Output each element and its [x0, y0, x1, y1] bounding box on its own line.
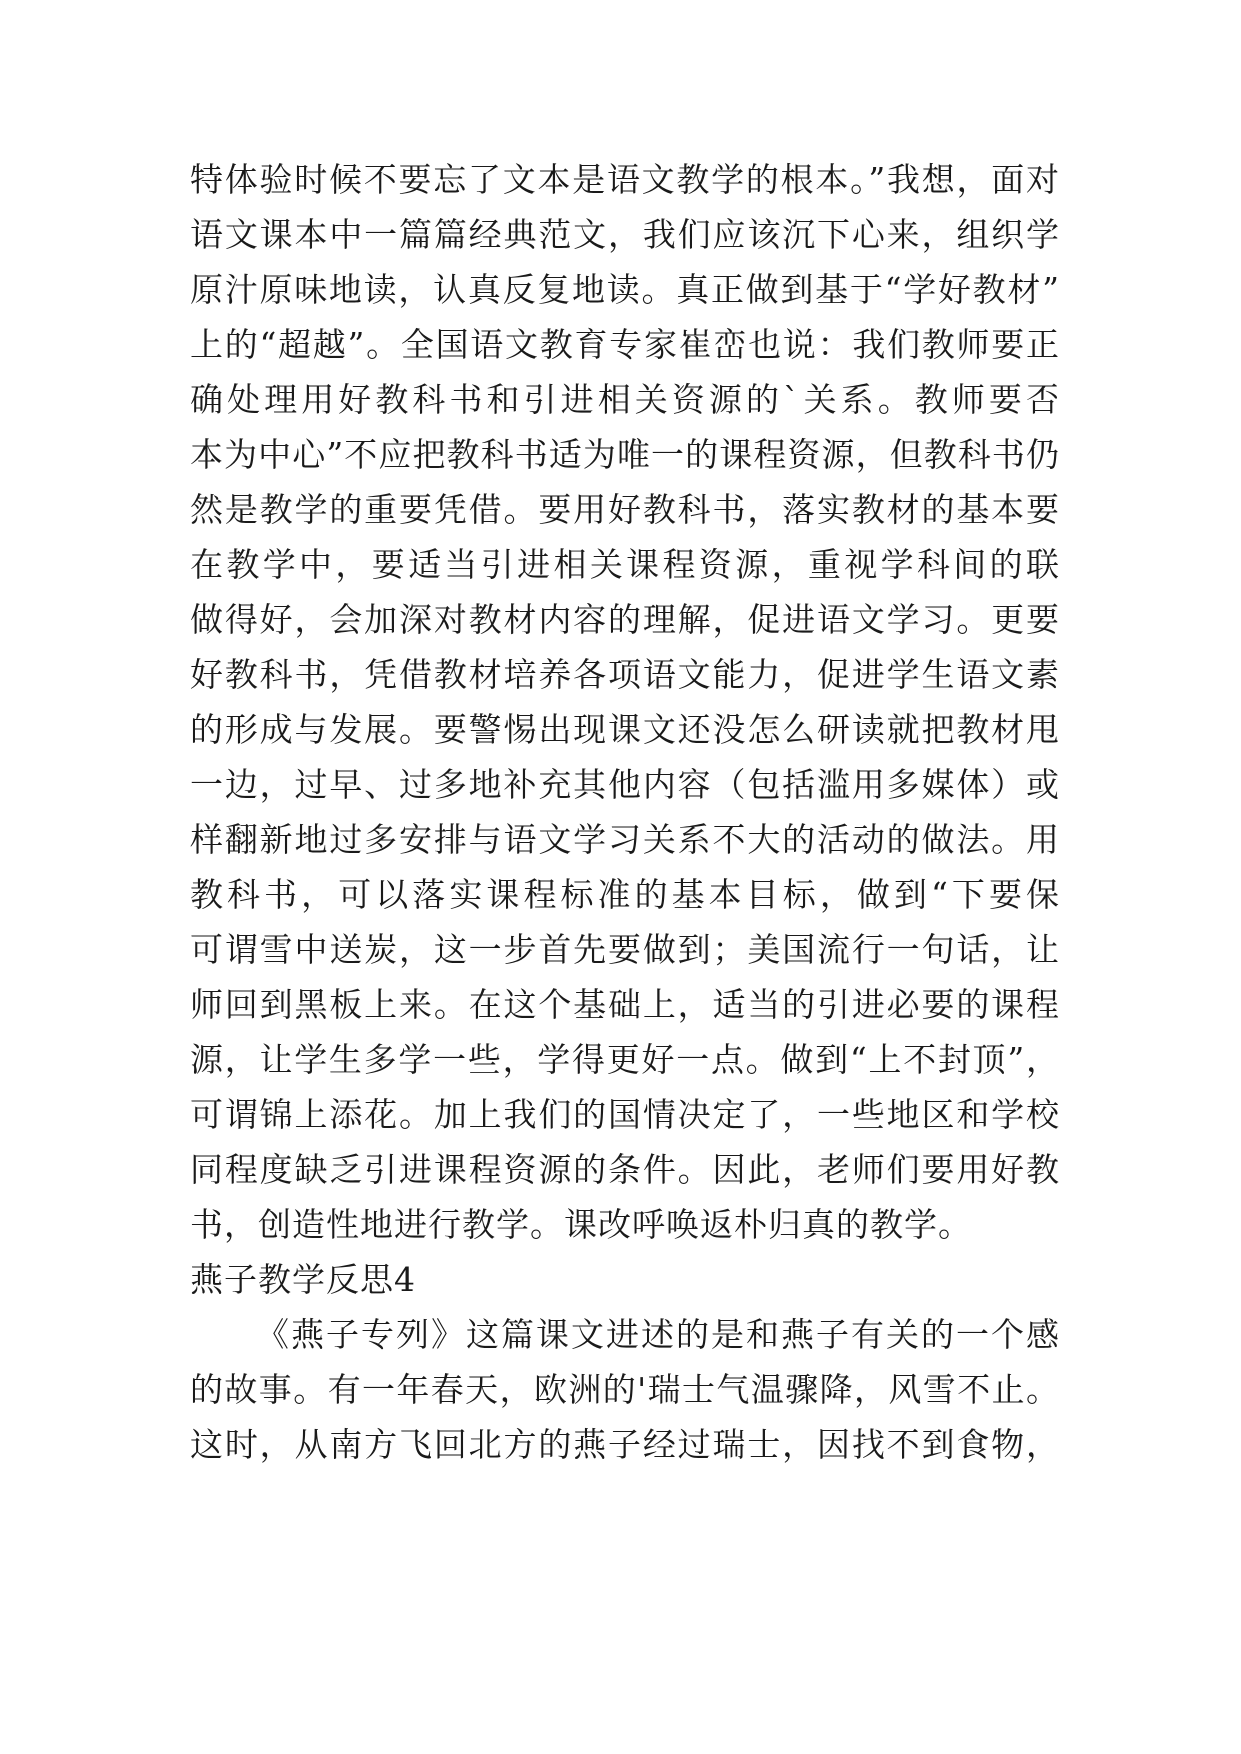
text-line: 样翻新地过多安排与语文学习关系不大的活动的做法。用: [190, 820, 1060, 859]
text-line: 的故事。有一年春天，欧洲的'瑞士气温骤降，风雪不止。: [190, 1370, 1060, 1409]
text-line: 同程度缺乏引进课程资源的条件。因此，老师们要用好教: [190, 1150, 1060, 1189]
text-line: 确处理用好教科书和引进相关资源的`关系。教师要否: [190, 380, 1060, 419]
text-line: 教科书，可以落实课程标准的基本目标，做到“下要保: [190, 875, 1060, 914]
text-line: 在教学中，要适当引进相关课程资源，重视学科间的联: [190, 545, 1060, 584]
text-line: 可谓雪中送炭，这一步首先要做到；美国流行一句话，让: [190, 930, 1060, 969]
text-line: 然是教学的重要凭借。要用好教科书，落实教材的基本要: [190, 490, 1060, 529]
section-heading: 燕子教学反思4: [190, 1260, 416, 1299]
text-line: 书，创造性地进行教学。课改呼唤返朴归真的教学。: [190, 1205, 972, 1244]
text-line: 做得好，会加深对教材内容的理解，促进语文学习。更要: [190, 600, 1060, 639]
document-body: [190, 152, 1060, 1472]
text-line: 本为中心”不应把教科书适为唯一的课程资源，但教科书仍: [190, 435, 1060, 474]
text-line: 这时，从南方飞回北方的燕子经过瑞士，因找不到食物，: [190, 1425, 1060, 1464]
text-line: 一边，过早、过多地补充其他内容（包括滥用多媒体）或: [190, 765, 1060, 804]
text-line: 的形成与发展。要警惕出现课文还没怎么研读就把教材甩: [190, 710, 1060, 749]
paragraph-2: [190, 1307, 1060, 1472]
text-line: 源，让学生多学一些，学得更好一点。做到“上不封顶”，: [190, 1040, 1060, 1079]
text-line: 特体验时候不要忘了文本是语文教学的根本。”我想，面对: [190, 160, 1060, 199]
text-line: 师回到黑板上来。在这个基础上，适当的引进必要的课程: [190, 985, 1060, 1024]
text-line: 语文课本中一篇篇经典范文，我们应该沉下心来，组织学: [190, 215, 1060, 254]
text-line: 可谓锦上添花。加上我们的国情决定了，一些地区和学校: [190, 1095, 1060, 1134]
text-line: 《燕子专列》这篇课文进述的是和燕子有关的一个感: [256, 1315, 1060, 1354]
paragraph-1: [190, 152, 1060, 1252]
text-line: 好教科书，凭借教材培养各项语文能力，促进学生语文素: [190, 655, 1060, 694]
text-line: 上的“超越”。全国语文教育专家崔峦也说：我们教师要正: [190, 325, 1060, 364]
text-line: 原汁原味地读，认真反复地读。真正做到基于“学好教材”: [190, 270, 1060, 309]
